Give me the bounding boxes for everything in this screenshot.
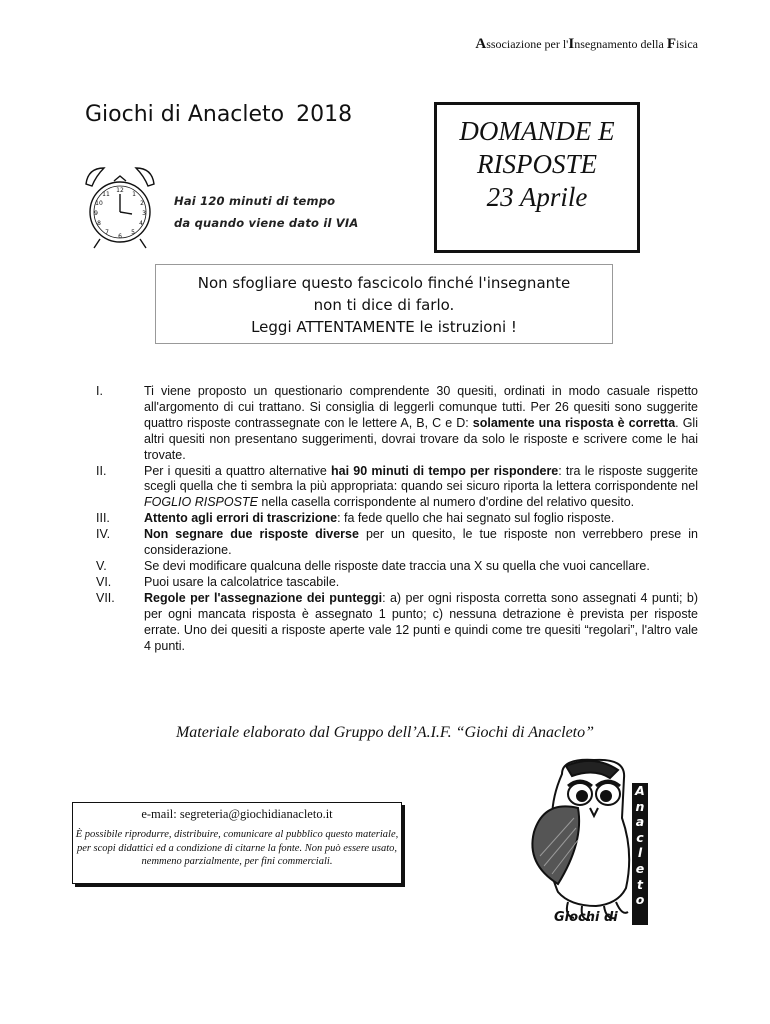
assoc-part: Fisica (666, 36, 698, 52)
svg-text:8: 8 (97, 220, 101, 227)
instruction-emphasis: hai 90 minuti di tempo per rispondere (331, 463, 559, 478)
instruction-text (144, 575, 698, 591)
instruction-item (96, 575, 698, 591)
svg-text:4: 4 (139, 220, 143, 227)
instruction-number: VII. (96, 590, 115, 605)
instructions-list (96, 384, 698, 654)
instruction-fragment: Se devi modificare qualcuna delle risposte date traccia una X su quella che vuoi cancellare. (144, 558, 650, 573)
svg-text:11: 11 (102, 191, 110, 198)
svg-text:12: 12 (116, 187, 124, 194)
title-text: Giochi di Anacleto (85, 102, 285, 127)
instruction-number: VI. (96, 574, 112, 589)
time-note-line: da quando viene dato il VIA (174, 216, 359, 230)
logo-letter: e (635, 860, 645, 876)
warning-line: Non sfogliare questo fascicolo finché l'insegnante (197, 274, 571, 292)
logo-letter: a (635, 814, 645, 830)
instruction-item (96, 559, 698, 575)
title-year: 2018 (296, 102, 353, 127)
heading-line: RISPOSTE (477, 149, 597, 179)
svg-text:1: 1 (132, 191, 136, 198)
instruction-fragment: Per i quesiti a quattro alternative (144, 463, 332, 478)
logo-letter: l (637, 845, 643, 861)
heading-date: 23 Aprile (486, 182, 588, 212)
instruction-fragment: . Gli altri quesiti non presentano suggerimenti, dovrai trovare da solo le risposte e scrivere come le hai trovate. (144, 415, 698, 462)
logo-letter: c (636, 829, 644, 845)
instruction-number: IV. (96, 527, 111, 542)
contact-email: e-mail: segreteria@giochidianacleto.it (141, 807, 333, 821)
instruction-fragment: nella casella corrispondente al numero d'ordine del relativo quesito. (257, 495, 635, 510)
instruction-item (96, 527, 698, 559)
instruction-emphasis: Non segnare due risposte diverse (144, 527, 359, 542)
svg-text:7: 7 (105, 229, 109, 236)
warning-line: non ti dice di farlo. (313, 296, 455, 314)
instruction-number: III. (96, 511, 110, 526)
instruction-fragment: Puoi usare la calcolatrice tascabile. (144, 574, 340, 589)
page-title (85, 102, 352, 127)
svg-text:9: 9 (94, 210, 98, 217)
instruction-text (144, 464, 698, 512)
logo-label: Giochi di (554, 910, 618, 925)
instruction-text (144, 527, 698, 559)
instruction-number: I. (96, 384, 103, 398)
instruction-item (96, 591, 698, 655)
instruction-fragment: per un quesito, le tue risposte non verrebbero prese in considerazione. (144, 527, 699, 558)
assoc-part: Insegnamento della (568, 36, 667, 52)
heading-box (434, 102, 640, 253)
logo-letter: A (635, 783, 645, 798)
instruction-emphasis: solamente una risposta è corretta (472, 415, 676, 430)
contact-box (72, 802, 402, 884)
svg-text:3: 3 (142, 210, 146, 217)
logo-letter: n (635, 798, 645, 814)
instruction-number: II. (96, 463, 107, 478)
association-header (475, 36, 698, 53)
instruction-text (144, 559, 698, 575)
instruction-item (96, 511, 698, 527)
time-note-line: Hai 120 minuti di tempo (174, 194, 336, 208)
svg-text:10: 10 (95, 200, 103, 207)
logo-letter: o (635, 892, 645, 908)
instruction-fragment: Ti viene proposto un questionario comprendente 30 quesiti, ordinati in modo casuale rispetto all'argomento di cui trattano. Si consiglia di leggerli comunque tutti. Per 26 quesiti sono suggerite quattro risposte contrassegnate con le lettere A, B, C e D: (144, 384, 698, 430)
assoc-part: Associazione per l' (475, 36, 569, 52)
logo-letter: t (637, 876, 643, 892)
heading-line: DOMANDE E (459, 116, 615, 146)
instruction-fragment: : tra le risposte suggerite scegli quella che ti sembra la più appropriata: quando sei sicuro riporta la lettera corrispondente nel (144, 463, 698, 494)
svg-text:6: 6 (118, 233, 122, 240)
license-note: È possibile riprodurre, distribuire, comunicare al pubblico questo materiale, per scopi didattici ed a condizione di citarne la fonte. Non può essere usato, nemmeno parzialmente, per fini commerciali. (75, 829, 399, 867)
logo-vertical-strip (632, 783, 648, 925)
warning-box (155, 264, 613, 344)
alarm-clock-icon (78, 162, 162, 250)
instruction-number: V. (96, 558, 107, 573)
instruction-text (144, 511, 698, 527)
instruction-fragment: : a) per ogni risposta corretta sono assegnati 4 punti; b) per ogni mancata risposta è assegnato 1 punto; c) nessuna detrazione è prevista per risposte errate. Uno dei quesiti a risposte aperte vale 12 punti e quindi come tre quesiti “regolari”, l'altro vale 4 punti. (144, 590, 699, 653)
warning-line: Leggi ATTENTAMENTE le istruzioni ! (251, 318, 517, 336)
instruction-text (144, 384, 698, 464)
instruction-text (144, 591, 698, 655)
instruction-fragment: : fa fede quello che hai segnato sul foglio risposte. (337, 511, 615, 526)
instruction-item (96, 464, 698, 512)
instruction-item (96, 384, 698, 464)
svg-text:5: 5 (131, 229, 135, 236)
instruction-italic: FOGLIO RISPOSTE (144, 495, 258, 510)
credit-line: Materiale elaborato dal Gruppo dell’A.I.F. “Giochi di Anacleto” (175, 724, 595, 741)
instruction-emphasis: Attento agli errori di trascrizione (144, 511, 338, 526)
svg-text:2: 2 (140, 200, 144, 207)
time-note (174, 190, 359, 234)
instruction-emphasis: Regole per l'assegnazione dei punteggi (144, 590, 383, 605)
